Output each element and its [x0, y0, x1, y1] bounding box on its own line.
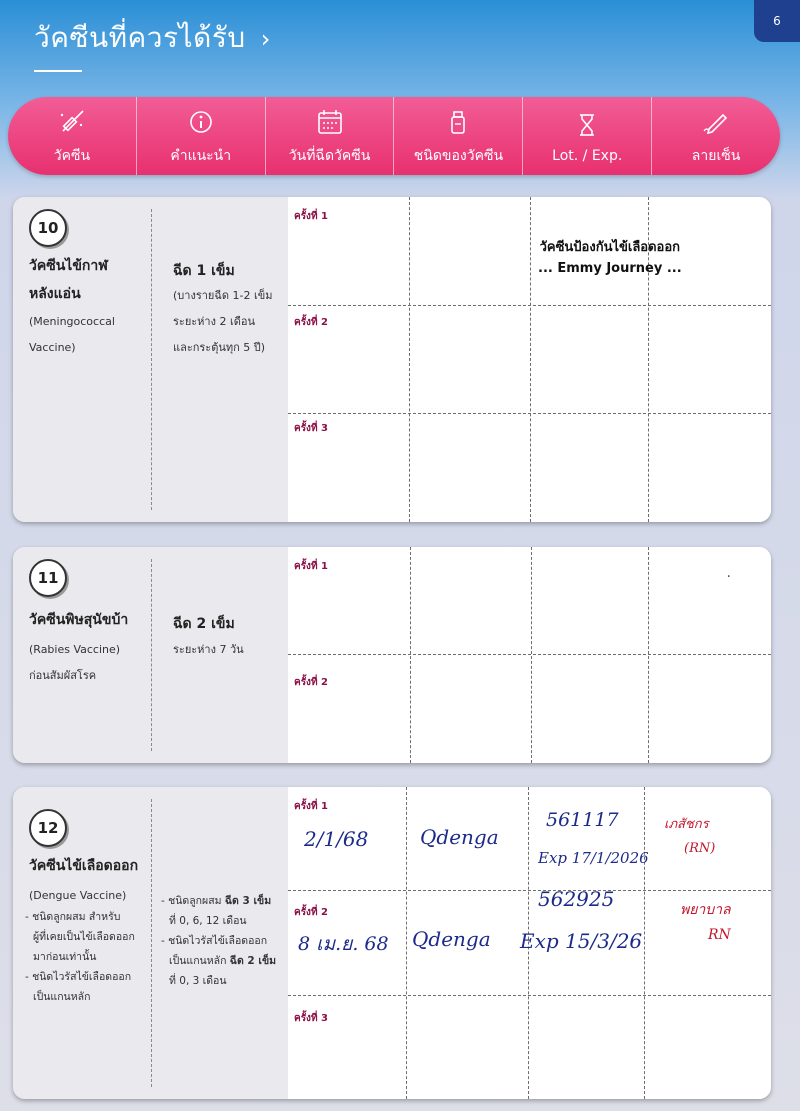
header-label-date: วันที่ฉีดวัคซีน — [288, 148, 371, 164]
vaccine-note-1: - ชนิดลูกผสม สำหรับ — [25, 911, 121, 923]
record-grid — [288, 787, 771, 1099]
header-label-advice: คำแนะนำ — [170, 148, 232, 164]
vaccine-sub-line-1: (Rabies Vaccine) — [29, 643, 121, 656]
card-number: 12 — [29, 809, 67, 847]
vaccine-sub-line-2: ก่อนสัมผัสโรค — [29, 669, 97, 682]
page-title: วัคซีนที่ควรได้รับ — [34, 21, 246, 54]
dose-note-4-bold: ฉีด 2 เข็ม — [229, 955, 277, 967]
dose-note-3: - ชนิดไวรัสไข้เลือดออก — [161, 935, 268, 947]
vaccine-sub-line-1: (Dengue Vaccine) — [29, 889, 127, 902]
dose-note-1: ระยะห่าง 7 วัน — [173, 643, 244, 656]
round-label-2: ครั้งที่ 2 — [294, 317, 328, 328]
grid-vline — [409, 197, 410, 522]
grid-hline — [288, 995, 771, 996]
vaccine-note-5: เป็นแกนหลัก — [33, 991, 91, 1003]
header-label-vaccine: วัคซีน — [53, 148, 91, 164]
header-label-lot: Lot. / Exp. — [552, 148, 623, 164]
vaccine-name-line-1: วัคซีนพิษสุนัขบ้า — [29, 612, 129, 628]
vial-icon — [441, 105, 475, 139]
grid-vline — [531, 547, 532, 763]
handwritten-exp-1: Exp 17/1/2026 — [538, 849, 649, 867]
card-number: 10 — [29, 209, 67, 247]
handwritten-type-2: Qdenga — [412, 927, 491, 951]
round-label-3: ครั้งที่ 3 — [294, 423, 328, 434]
handwritten-date-1: 2/1/68 — [304, 827, 369, 851]
vaccine-sub-line-2: Vaccine) — [29, 341, 76, 354]
handwritten-signature-2b: RN — [708, 927, 731, 943]
dose-note-1-bold: ฉีด 3 เข็ม — [224, 895, 272, 907]
handwritten-signature-1b: (RN) — [684, 841, 716, 856]
round-label-1: ครั้งที่ 1 — [294, 801, 328, 812]
dose-title: ฉีด 2 เข็ม — [173, 616, 235, 632]
vaccine-card-11 — [13, 547, 771, 763]
stray-dot-mark: · — [726, 569, 731, 585]
handwritten-type-1: Qdenga — [420, 825, 499, 849]
info-icon — [184, 105, 218, 139]
dose-note-4-text: เป็นแกนหลัก — [169, 955, 230, 967]
page-number-tab — [754, 0, 800, 42]
calendar-icon — [313, 105, 347, 139]
grid-hline — [288, 305, 771, 306]
grid-hline — [288, 413, 771, 414]
handwritten-lot-2: 562925 — [538, 887, 615, 911]
round-label-3: ครั้งที่ 3 — [294, 1013, 328, 1024]
dose-note-1: (บางรายฉีด 1-2 เข็ม — [173, 289, 273, 302]
dose-notes — [161, 891, 286, 991]
vaccine-card-12 — [13, 787, 771, 1099]
header-band — [8, 97, 780, 175]
record-grid — [288, 547, 771, 763]
vaccine-name-line-1: วัคซีนไข้กาฬ — [29, 258, 108, 274]
column-divider — [151, 799, 152, 1087]
page-title-area — [34, 16, 271, 60]
syringe-icon — [55, 105, 89, 139]
handwritten-signature-1a: เภสัชกร — [664, 817, 709, 832]
grid-vline — [406, 787, 407, 1099]
round-label-2: ครั้งที่ 2 — [294, 907, 328, 918]
dose-note-5: ที่ 0, 3 เดือน — [169, 975, 227, 987]
title-underline — [34, 70, 82, 72]
chevron-right-icon: › — [260, 25, 271, 53]
grid-vline — [648, 547, 649, 763]
header-col-type — [394, 97, 523, 175]
page-number: 6 — [773, 14, 781, 28]
grid-vline — [530, 197, 531, 522]
handwritten-exp-2: Exp 15/3/26 — [520, 929, 643, 953]
grid-vline — [410, 547, 411, 763]
dose-note-4 — [161, 951, 286, 971]
watermark — [538, 237, 682, 279]
watermark-line-1: วัคซีนป้องกันไข้เลือดออก — [539, 240, 681, 255]
header-col-date — [266, 97, 395, 175]
dose-note-2: ที่ 0, 6, 12 เดือน — [169, 915, 247, 927]
card-number: 11 — [29, 559, 67, 597]
vaccine-sub-line-1: (Meningococcal — [29, 315, 115, 328]
vaccine-name-line-1: วัคซีนไข้เลือดออก — [29, 858, 139, 874]
vaccine-note-2: ผู้ที่เคยเป็นไข้เลือดออก — [33, 931, 135, 943]
vaccine-note-3: มาก่อนเท่านั้น — [33, 951, 97, 963]
pen-icon — [699, 105, 733, 139]
dose-note-1-text: - ชนิดลูกผสม — [161, 895, 225, 907]
header-col-advice — [137, 97, 266, 175]
header-col-lot — [523, 97, 652, 175]
header-col-signature — [652, 97, 780, 175]
grid-hline — [288, 654, 771, 655]
dose-note-2: ระยะห่าง 2 เดือน — [173, 315, 255, 328]
column-divider — [151, 209, 152, 510]
round-label-2: ครั้งที่ 2 — [294, 677, 328, 688]
handwritten-signature-2a: พยาบาล — [680, 902, 731, 918]
handwritten-date-2: 8 เม.ย. 68 — [298, 933, 389, 955]
header-label-type: ชนิดของวัคซีน — [413, 148, 504, 164]
grid-vline — [644, 787, 645, 1099]
dose-note-3: และกระตุ้นทุก 5 ปี) — [173, 341, 266, 354]
dose-title: ฉีด 1 เข็ม — [173, 263, 235, 279]
round-label-1: ครั้งที่ 1 — [294, 561, 328, 572]
vaccine-name-line-2: หลังแอ่น — [29, 286, 81, 302]
handwritten-lot-1: 561117 — [546, 809, 619, 831]
dose-note-1 — [161, 891, 286, 911]
grid-hline — [288, 890, 771, 891]
round-label-1: ครั้งที่ 1 — [294, 211, 328, 222]
header-label-signature: ลายเซ็น — [691, 148, 741, 164]
record-grid — [288, 197, 771, 522]
vaccine-note-4: - ชนิดไวรัสไข้เลือดออก — [25, 971, 132, 983]
header-col-vaccine — [8, 97, 137, 175]
watermark-line-2: ... Emmy Journey ... — [538, 261, 682, 276]
vaccine-notes — [25, 907, 149, 1007]
vaccine-card-10 — [13, 197, 771, 522]
hourglass-icon — [570, 108, 604, 142]
column-divider — [151, 559, 152, 751]
